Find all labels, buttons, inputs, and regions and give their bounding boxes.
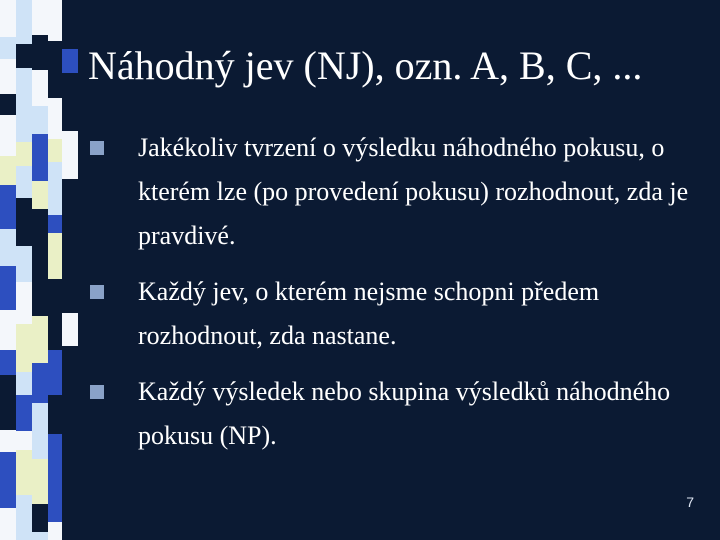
stripe-block <box>62 294 78 313</box>
bullet-list <box>88 126 713 470</box>
slide-title: Náhodný jev (NJ), ozn. A, B, C, ... <box>88 43 643 88</box>
stripe-block <box>48 279 62 323</box>
stripe-block <box>0 310 16 350</box>
stripe-block <box>0 185 16 229</box>
stripe-block <box>0 156 16 185</box>
bullet-item <box>88 270 713 358</box>
stripe-block <box>32 134 48 181</box>
stripe-block <box>62 49 78 73</box>
stripe-block <box>16 450 32 495</box>
stripe-block <box>62 492 78 540</box>
stripe-block <box>48 350 62 374</box>
stripe-block <box>0 266 16 310</box>
stripe-block <box>48 162 62 215</box>
stripe-block <box>0 350 16 375</box>
stripe-block <box>16 198 32 219</box>
stripe-block <box>32 261 48 316</box>
stripe-block <box>32 106 48 134</box>
stripe-block <box>16 44 32 68</box>
square-bullet-icon <box>88 370 138 414</box>
stripe-block <box>62 73 78 94</box>
stripe-block <box>32 433 48 459</box>
stripe-block <box>16 395 32 431</box>
stripe-block <box>0 59 16 94</box>
stripe-block <box>48 485 62 522</box>
stripe-block <box>0 94 16 115</box>
stripe-block <box>32 532 48 540</box>
stripe-block <box>32 459 48 504</box>
square-bullet-icon <box>88 270 138 314</box>
stripe-block <box>16 219 32 246</box>
stripe-block <box>16 246 32 282</box>
stripe-block <box>0 508 16 540</box>
stripe-block <box>62 253 78 274</box>
bullet-text: Každý výsledek nebo skupina výsledků náhodného pokusu (NP). <box>138 377 671 450</box>
stripe-block <box>48 0 62 41</box>
stripe-block <box>62 438 78 492</box>
stripe-block <box>48 41 62 62</box>
stripe-block <box>16 495 32 540</box>
stripe-block <box>16 372 32 395</box>
stripe-block <box>48 98 62 139</box>
stripe-block <box>16 103 32 142</box>
stripe-block <box>62 346 78 385</box>
stripe-block <box>62 274 78 294</box>
stripe-block <box>0 115 16 156</box>
square-bullet-icon <box>88 126 138 170</box>
stripe-block <box>48 323 62 350</box>
stripe-block <box>32 181 48 209</box>
stripe-block <box>0 430 16 452</box>
stripe-block <box>48 139 62 162</box>
stripe-block <box>48 395 62 434</box>
stripe-block <box>48 434 62 485</box>
stripe-block <box>62 131 78 179</box>
stripe-block <box>16 431 32 450</box>
stripe-block <box>0 0 16 37</box>
stripe-block <box>48 522 62 540</box>
stripe-block <box>48 62 62 98</box>
stripe-block <box>32 403 48 433</box>
stripe-block <box>32 504 48 532</box>
stripe-block <box>48 215 62 233</box>
stripe-block <box>16 0 32 44</box>
stripe-block <box>32 209 48 261</box>
bullet-item <box>88 370 713 458</box>
stripe-block <box>16 68 32 103</box>
stripe-block <box>32 316 48 363</box>
stripe-block <box>0 229 16 266</box>
stripe-block <box>62 210 78 253</box>
stripe-block <box>62 385 78 438</box>
stripe-block <box>32 363 48 403</box>
stripe-block <box>16 166 32 198</box>
stripe-block <box>62 94 78 131</box>
bullet-item <box>88 126 713 258</box>
bullet-text: Jakékoliv tvrzení o výsledku náhodného pokusu, o kterém lze (po provedení pokusu) rozhodnout, zda je pravdivé. <box>138 133 689 250</box>
stripe-block <box>48 233 62 279</box>
stripe-block <box>16 324 32 372</box>
stripe-block <box>32 35 48 70</box>
stripe-block <box>62 179 78 210</box>
page-number: 7 <box>686 494 694 510</box>
stripe-block <box>0 452 16 508</box>
decorative-stripe <box>0 0 78 540</box>
stripe-block <box>62 0 78 20</box>
stripe-block <box>16 282 32 324</box>
stripe-block <box>62 20 78 49</box>
stripe-block <box>0 375 16 430</box>
stripe-block <box>16 142 32 166</box>
stripe-block <box>0 37 16 59</box>
stripe-block <box>32 70 48 106</box>
stripe-block <box>32 0 48 35</box>
bullet-text: Každý jev, o kterém nejsme schopni předem rozhodnout, zda nastane. <box>138 277 600 350</box>
stripe-block <box>62 313 78 346</box>
stripe-block <box>48 374 62 395</box>
